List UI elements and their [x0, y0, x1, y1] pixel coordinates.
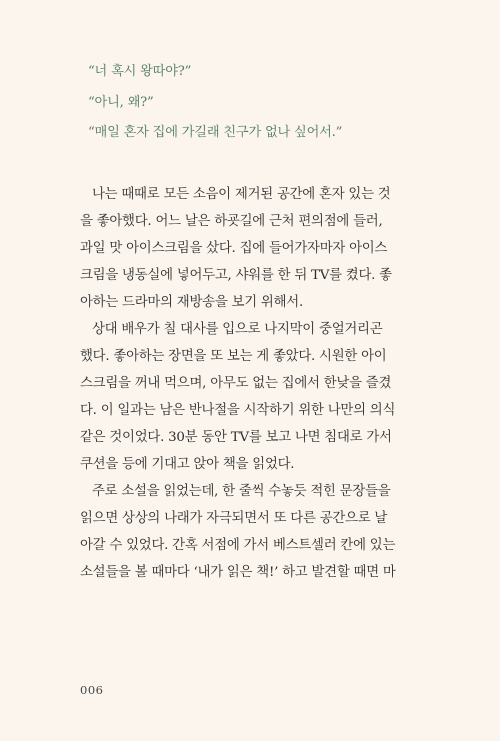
- paragraph-line: 쿠션을 등에 기대고 앉아 책을 읽었다.: [80, 457, 295, 472]
- paragraph-line: 읽으면 상상의 나래가 자극되면서 또 다른 공간으로 날: [80, 511, 388, 526]
- paragraph-line: 소설들을 볼 때마다 ‘내가 읽은 책!’ 하고 발견할 때면 마: [80, 565, 396, 580]
- paragraph-line: 과일 맛 아이스크림을 샀다. 집에 들어가자마자 아이스: [80, 241, 388, 256]
- paragraph-line: 아하는 드라마의 재방송을 보기 위해서.: [80, 295, 303, 310]
- paragraph-line: 다. 이 일과는 남은 반나절을 시작하기 위한 나만의 의식: [80, 403, 396, 418]
- paragraph-line: 스크림을 꺼내 먹으며, 아무도 없는 집에서 한낮을 즐겼: [80, 376, 392, 391]
- paragraph-line: 했다. 좋아하는 장면을 또 보는 게 좋았다. 시원한 아이: [80, 349, 387, 364]
- paragraph-line: 을 좋아했다. 어느 날은 하굣길에 근처 편의점에 들러,: [80, 214, 383, 229]
- dialogue-line: “너 혹시 왕따야?”: [88, 64, 192, 79]
- paragraph-line: 크림을 냉동실에 넣어두고, 샤워를 한 뒤 TV를 켰다. 좋: [80, 268, 392, 283]
- page-number: 006: [80, 683, 104, 697]
- paragraph-line: 같은 것이었다. 30분 동안 TV를 보고 나면 침대로 가서: [80, 430, 392, 445]
- paragraph-line: 주로 소설을 읽었는데, 한 줄씩 수놓듯 적힌 문장들을: [92, 484, 391, 499]
- dialogue-line: “아니, 왜?”: [88, 95, 154, 110]
- dialogue-line: “매일 혼자 집에 가길래 친구가 없나 싶어서.”: [88, 125, 343, 140]
- paragraph-line: 아갈 수 있었다. 간혹 서점에 가서 베스트셀러 칸에 있는: [80, 538, 396, 553]
- paragraph-line: 상대 배우가 칠 대사를 입으로 나지막이 중얼거리곤: [92, 322, 383, 337]
- paragraph-line: 나는 때때로 모든 소음이 제거된 공간에 혼자 있는 것: [92, 187, 391, 202]
